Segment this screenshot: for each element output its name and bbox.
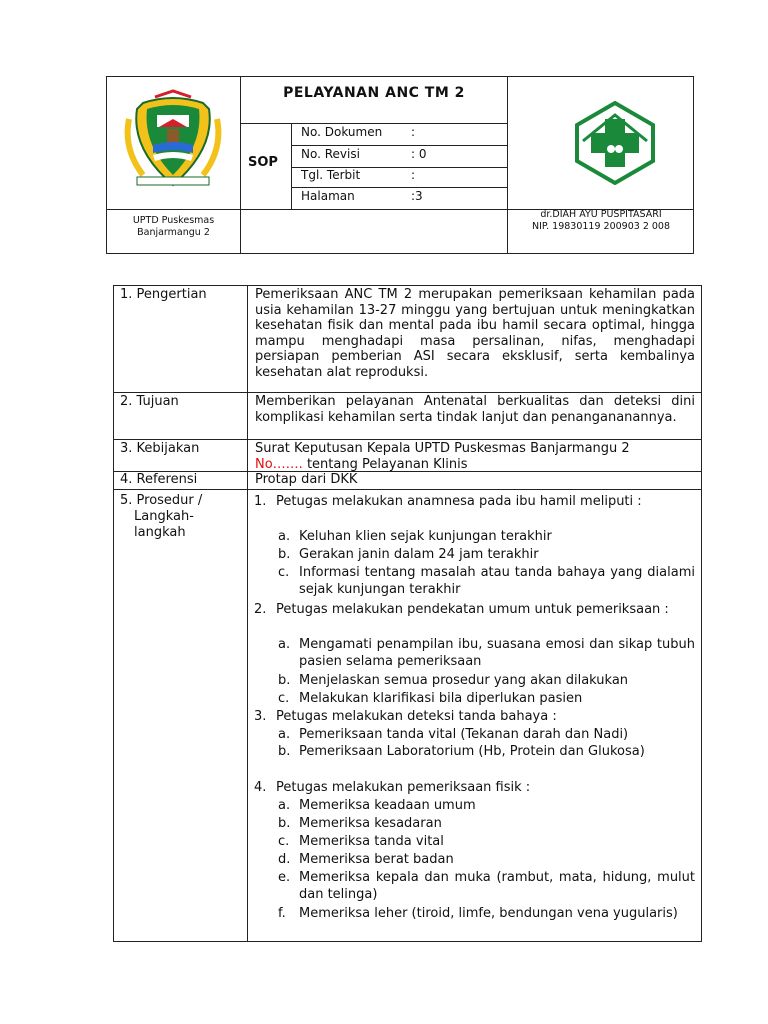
- text-pengertian: Pemeriksaan ANC TM 2 merupakan pemeriksaan kehamilan pada usia kehamilan 13-27 minggu yang bertujuan untuk meningkatkan kesehatan fisik dan mental pada ibu hamil secara optimal, hingga mampu menghadapi masa persalinan, nifas, menghadapi persiapan pemberian ASI secara eksklusif, serta kembalinya kesehatan alat reproduksi.: [255, 287, 695, 380]
- sop-label: SOP: [248, 155, 278, 170]
- sop-content-table: [113, 285, 702, 942]
- text-referensi: Protap dari DKK: [255, 472, 358, 487]
- signer-name: dr.DIAH AYU PUSPITASARI: [540, 209, 662, 220]
- label-pengertian: 1. Pengertian: [120, 287, 207, 302]
- step-3-text: Petugas melakukan deteksi tanda bahaya :: [276, 709, 557, 724]
- step-1a-text: Keluhan klien sejak kunjungan terakhir: [299, 529, 552, 544]
- step-1-text: Petugas melakukan anamnesa pada ibu hamil meliputi :: [276, 494, 642, 509]
- step-4f-text: Memeriksa leher (tiroid, limfe, bendungan vena yugularis): [299, 906, 678, 921]
- step-1a-letter: a.: [278, 529, 291, 544]
- meta-halaman: Halaman: [301, 189, 355, 203]
- step-3a-text: Pemeriksaan tanda vital (Tekanan darah dan Nadi): [299, 727, 629, 742]
- step-1-number: 1.: [254, 494, 267, 509]
- document-number-placeholder: No…….: [255, 456, 303, 472]
- meta-halaman-value: :3: [411, 189, 423, 203]
- meta-tgl-terbit-sep: :: [411, 168, 416, 182]
- step-4-number: 4.: [254, 780, 267, 795]
- unit-name: UPTD Puskesmas Banjarmangu 2: [132, 215, 215, 238]
- meta-no-dokumen: No. Dokumen: [301, 125, 383, 139]
- step-4d-letter: d.: [278, 852, 291, 867]
- step-2c-letter: c.: [278, 691, 290, 706]
- step-4b-letter: b.: [278, 816, 291, 831]
- step-2a-letter: a.: [278, 637, 291, 652]
- step-4c-text: Memeriksa tanda vital: [299, 834, 444, 849]
- step-4f-letter: f.: [278, 906, 286, 921]
- step-3-number: 3.: [254, 709, 267, 724]
- step-3b-text: Pemeriksaan Laboratorium (Hb, Protein dan Glukosa): [299, 744, 645, 759]
- step-4e-text: Memeriksa kepala dan muka (rambut, mata, hidung, mulut dan telinga): [299, 870, 695, 902]
- step-2b-letter: b.: [278, 673, 291, 688]
- meta-tgl-terbit: Tgl. Terbit: [301, 168, 361, 182]
- text-kebijakan: Surat Keputusan Kepala UPTD Puskesmas Banjarmangu 2 No……. tentang Pelayanan Klinis: [255, 441, 630, 472]
- meta-no-dokumen-sep: :: [411, 125, 416, 139]
- regency-emblem-icon: [123, 89, 223, 191]
- label-tujuan: 2. Tujuan: [120, 394, 179, 409]
- step-4d-text: Memeriksa berat badan: [299, 852, 454, 867]
- step-4c-letter: c.: [278, 834, 290, 849]
- step-2-text: Petugas melakukan pendekatan umum untuk pemeriksaan :: [276, 602, 669, 617]
- document-title: PELAYANAN ANC TM 2: [283, 85, 465, 101]
- step-1b-letter: b.: [278, 547, 291, 562]
- step-1c-text: Informasi tentang masalah atau tanda bahaya yang dialami sejak kunjungan terakhir: [299, 565, 695, 597]
- step-4b-text: Memeriksa kesadaran: [299, 816, 442, 831]
- step-2-number: 2.: [254, 602, 267, 617]
- step-4a-text: Memeriksa keadaan umum: [299, 798, 476, 813]
- label-kebijakan: 3. Kebijakan: [120, 441, 200, 456]
- meta-no-revisi: No. Revisi: [301, 147, 360, 161]
- step-1b-text: Gerakan janin dalam 24 jam terakhir: [299, 547, 539, 562]
- label-prosedur: 5. Prosedur / Langkah- langkah: [120, 493, 203, 540]
- step-2c-text: Melakukan klarifikasi bila diperlukan pasien: [299, 691, 583, 706]
- text-tujuan: Memberikan pelayanan Antenatal berkualitas dan deteksi dini komplikasi kehamilan serta tindak lanjut dan penangananannya.: [255, 394, 695, 425]
- step-3a-letter: a.: [278, 727, 291, 742]
- step-1c-letter: c.: [278, 565, 290, 580]
- step-4a-letter: a.: [278, 798, 291, 813]
- sop-header-table: [106, 76, 694, 254]
- label-referensi: 4. Referensi: [120, 472, 198, 487]
- step-3b-letter: b.: [278, 744, 291, 759]
- signer-nip: NIP. 19830119 200903 2 008: [531, 221, 671, 232]
- step-2a-text: Mengamati penampilan ibu, suasana emosi dan sikap tubuh pasien selama pemeriksaan: [299, 637, 695, 669]
- meta-no-revisi-value: : 0: [411, 147, 427, 161]
- step-2b-text: Menjelaskan semua prosedur yang akan dilakukan: [299, 673, 629, 688]
- step-4e-letter: e.: [278, 870, 291, 885]
- puskesmas-logo-icon: [573, 101, 657, 185]
- signer-block: [509, 209, 693, 233]
- step-4-text: Petugas melakukan pemeriksaan fisik :: [276, 780, 531, 795]
